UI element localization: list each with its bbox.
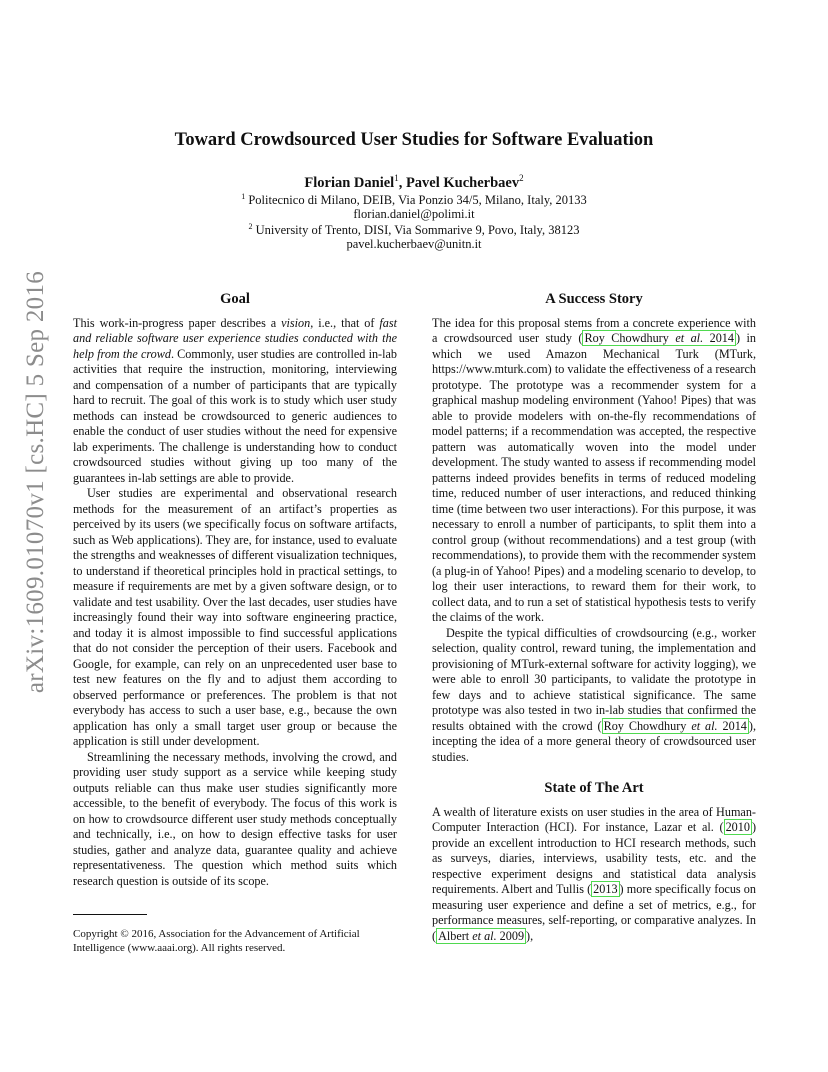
- section-heading-goal: Goal: [220, 291, 250, 307]
- affiliation-1: [0, 192, 828, 208]
- cite-etal: et al.: [472, 928, 497, 943]
- citation-link[interactable]: 2013: [593, 882, 618, 896]
- text-run: This work-in-progress paper describes a: [73, 315, 282, 330]
- goal-paragraph-1: [73, 316, 397, 487]
- cite-year: 2009: [496, 928, 525, 943]
- affiliation-mark: 1: [241, 192, 246, 201]
- affiliation-text: Politecnico di Milano, DEIB, Via Ponzio 34/5, Milano, Italy, 20133: [245, 193, 587, 208]
- author-list: [0, 173, 828, 192]
- section-heading-success-story: A Success Story: [545, 291, 643, 307]
- cite-author: Roy Chowdhury: [603, 718, 692, 733]
- affiliation-mark: 2: [519, 173, 524, 183]
- affiliation-mark: 1: [394, 173, 399, 183]
- cite-year: 2014: [717, 718, 747, 733]
- author-separator: ,: [398, 174, 406, 191]
- goal-paragraph-3: Streamlining the necessary methods, involving the crowd, and providing user study support as a service while keeping study outputs reliable can thus make user studies significantly more accessible, to the benefit of everybody. The focus of this work is on how to crowdsource different user study methods conceptually and technically, i.e., on how to design effective tasks for user studies, gather and analyze data, guarantee quality and achieve representativeness. The question which method suits which research question is outside of its scope.: [73, 749, 397, 888]
- author-name: Pavel Kucherbaev: [405, 174, 520, 191]
- footnote-rule: [73, 914, 147, 915]
- text-run: ) more specifically focus on measuring user experience and define a set of metrics, e.g., for performance measures, self-reporting, or comparative analyzes. In (: [432, 882, 756, 943]
- emphasis: fast and reliable software user experience studies conducted with the help from the crowd: [73, 315, 397, 361]
- cite-author: Albert: [438, 928, 473, 943]
- text-run: ),: [526, 928, 534, 943]
- affiliation-mark: 2: [248, 222, 253, 231]
- left-column: [73, 292, 397, 889]
- text-run: Despite the typical difficulties of crowdsourcing (e.g., worker selection, quality control, reward tuning, the implementation and provisioning of MTurk-external software for activity logging), we were able to enroll 30 participants, to validate the prototype in few days and to achieve statistical significance. The same prototype was also tested in two in-lab studies that confirmed the results obtained with the crowd (: [432, 625, 756, 733]
- emphasis: vision: [281, 315, 311, 330]
- author-name: Florian Daniel: [304, 174, 395, 191]
- citation-link[interactable]: 2010: [725, 820, 750, 834]
- text-run: ) provide an excellent introduction to HCI research methods, such as surveys, diaries, interviews, usability tests, etc. and the respective experiment designs and statistical data analysis requirements. Albert and Tullis (: [432, 820, 756, 896]
- right-column: [432, 292, 756, 944]
- text-run: . Commonly, user studies are controlled in-lab activities that require the instruction, monitoring, interviewing and compensation of a number of participants that are typically hard to recruit. The goal of this work is to study which user study methods can instead be crowdsourced to generic audiences to enable the conduct of user studies without the need for expensive lab experiments. The challenge is understanding how to conduct crowdsourced studies without giving up too many of the guarantees in-lab settings are able to provide.: [73, 346, 397, 485]
- citation-link[interactable]: [436, 928, 526, 944]
- arxiv-identifier[interactable]: arXiv:1609.01070v1 [cs.HC] 5 Sep 2016: [22, 270, 50, 694]
- cite-author: Roy Chowdhury: [584, 331, 676, 345]
- text-run: A wealth of literature exists on user studies in the area of Human-Computer Interaction (HCI). For instance, Lazar et al. (: [432, 804, 756, 834]
- text-run: ), incepting the idea of a more general theory of crowdsourced user studies.: [432, 718, 757, 764]
- goal-paragraph-2: User studies are experimental and observational research methods for the measurement of an artifact’s properties as perceived by its users (we specifically focus on software artifacts, such as Web applications). They are, for instance, used to evaluate the strengths and weaknesses of different visualization techniques, to understand if theoretical principles hold in practical settings, to measure if requirements are met by a given software design, or to validate and test usability. Over the last decades, user studies have increasingly found their way into software engineering practice, and today it is almost impossible to find successful applications that do not consider the perception of their users. Facebook and Google, for example, can rely on an unprecedented user base to test new features on the fly and to adjust them according to observed performance or preferences. The problem is that not everybody has access to such a user base, e.g., because the own application has only a small target user group or because the application is still under development.: [73, 486, 398, 748]
- author-email-2[interactable]: pavel.kucherbaev@unitn.it: [346, 237, 482, 251]
- affiliation-text: University of Trento, DISI, Via Sommarive 9, Povo, Italy, 38123: [252, 223, 580, 238]
- text-run: ) in which we used Amazon Mechanical Turk (MTurk, https://www.mturk.com) to validate the effectiveness of a research prototype. The prototype was a recommender system for a graphical mashup modeling environment (Yahoo! Pipes) that was able to provide modelers with on-the-fly recommendations of model patterns; if a recommendation was accepted, the respective pattern was automatically woven into the model under development. The study wanted to assess if recommending model patterns indeed provides benefits in terms of reduced modeling time, reduced number of user interactions, and reduced thinking time (time between two user interactions). For this purpose, it was necessary to enroll a number of participants, to split them into a control group (without recommendations) and a test group (with recommendations), to provide them with the recommender system (a plug-in of Yahoo! Pipes) and a modeling scenario to develop, to log their user interactions, to reward them for their work, to collect data, and to run a set of statistical hypothesis tests to verify the claims of the work.: [432, 331, 757, 624]
- section-heading-state-of-the-art: State of The Art: [544, 780, 644, 796]
- citation-link[interactable]: [582, 330, 736, 346]
- text-run: The idea for this proposal stems from a concrete experience with a crowdsourced user study (: [432, 315, 756, 345]
- cite-etal: et al.: [691, 718, 718, 733]
- sota-paragraph-1: [432, 805, 756, 945]
- citation-link[interactable]: [602, 718, 749, 734]
- arxiv-stamp: [14, 262, 58, 702]
- paper-title: Toward Crowdsourced User Studies for Software Evaluation: [174, 130, 654, 150]
- author-email-1[interactable]: florian.daniel@polimi.it: [353, 207, 475, 221]
- copyright-footnote: Copyright © 2016, Association for the Advancement of Artificial Intelligence (www.aaai.org). All rights reserved.: [73, 928, 360, 954]
- affiliation-2: [0, 222, 828, 238]
- text-run: , i.e., that of: [310, 315, 380, 330]
- success-paragraph-2: [432, 626, 756, 766]
- cite-etal: et al.: [675, 331, 704, 345]
- cite-year: 2014: [703, 331, 734, 345]
- success-paragraph-1: [432, 316, 756, 626]
